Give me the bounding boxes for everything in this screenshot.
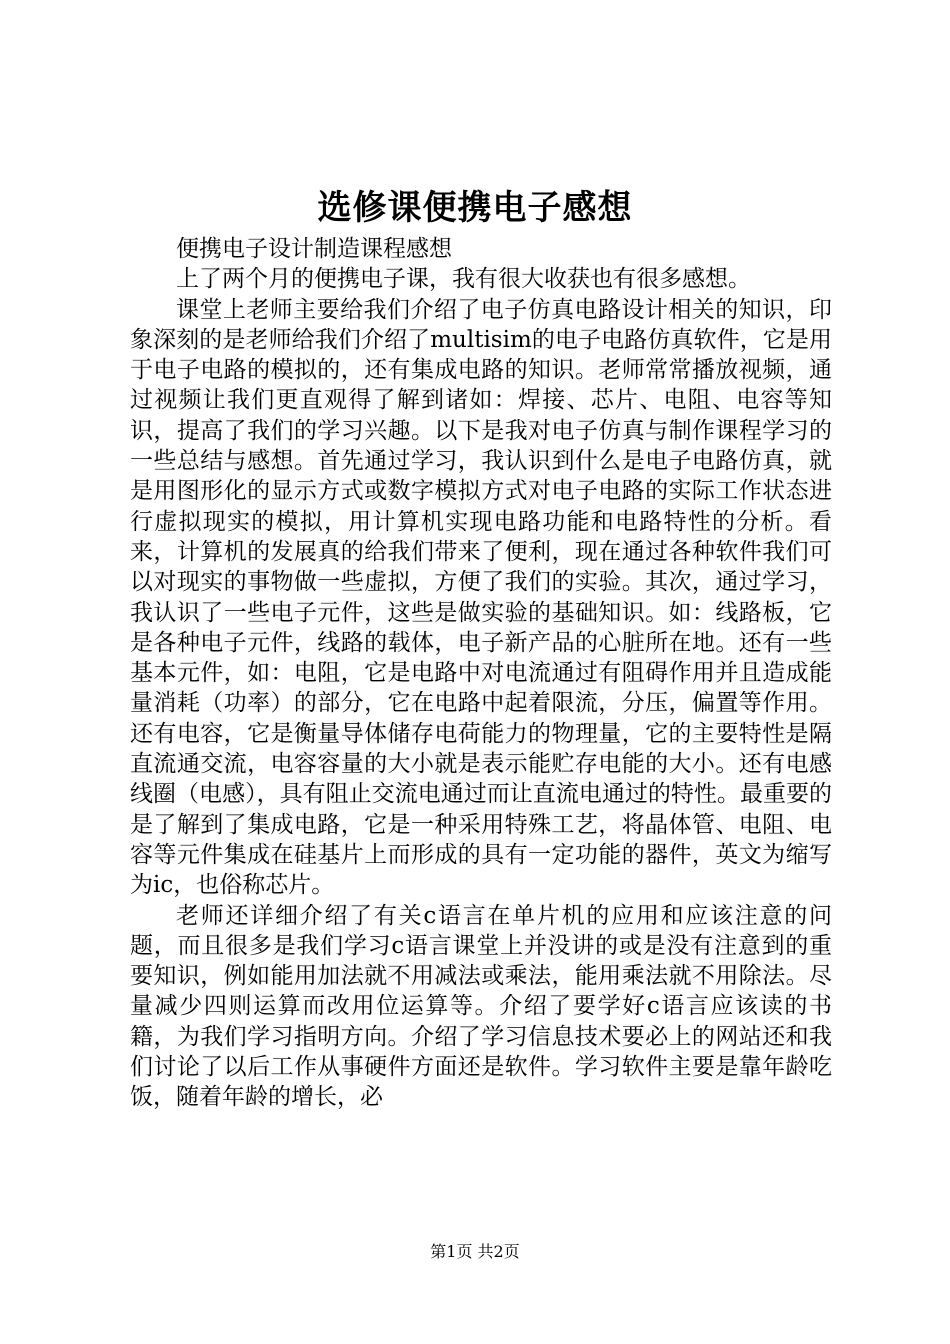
document-body [130,234,832,1113]
document-title: 选修课便携电子感想 [317,188,633,228]
page-number-footer: 第1页 共2页 [430,1242,520,1261]
paragraph-c-language: 老师还详细介绍了有关c语言在单片机的应用和应该注意的问题，而且很多是我们学习c语言课堂上并没讲的或是没有注意到的重要知识，例如能用加法就不用减法或乘法，能用乘法就不用除法。尽量减少四则运算而改用位运算等。介绍了要学好c语言应该读的书籍，为我们学习指明方向。介绍了学习信息技术要必上的网站还和我们讨论了以后工作从事硬件方面还是软件。学习软件主要是靠年龄吃饭，随着年龄的增长，必 [130,902,832,1111]
paragraph-intro: 上了两个月的便携电子课，我有很大收获也有很多感想。 [176,266,751,293]
paragraph-class-content: 课堂上老师主要给我们介绍了电子仿真电路设计相关的知识，印象深刻的是老师给我们介绍了multisim的电子电路仿真软件，它是用于电子电路的模拟的，还有集成电路的知识。老师常常播放视频，通过视频让我们更直观得了解到诸如：焊接、芯片、电阻、电容等知识，提高了我们的学习兴趣。以下是我对电子仿真与制作课程学习的一些总结与感想。首先通过学习，我认识到什么是电子电路仿真，就是用图形化的显示方式或数字模拟方式对电子电路的实际工作状态进行虚拟现实的模拟，用计算机实现电路功能和电路特性的分析。看来，计算机的发展真的给我们带来了便利，现在通过各种软件我们可以对现实的事物做一些虚拟，方便了我们的实验。其次，通过学习，我认识了一些电子元件，这些是做实验的基础知识。如：线路板，它是各种电子元件，线路的载体，电子新产品的心脏所在地。还有一些基本元件，如：电阻，它是电路中对电流通过有阻碍作用并且造成能量消耗（功率）的部分，它在电路中起着限流，分压，偏置等作用。还有电容，它是衡量导体储存电荷能力的物理量，它的主要特性是隔直流通交流，电容容量的大小就是表示能贮存电能的大小。还有电感线圈（电感），具有阻止交流电通过而让直流电通过的特性。最重要的是了解到了集成电路，它是一种采用特殊工艺，将晶体管、电阻、电容等元件集成在硅基片上而形成的具有一定功能的器件，英文为缩写为ic，也俗称芯片。 [130,296,832,899]
paragraph-subtitle: 便携电子设计制造课程感想 [176,236,452,262]
